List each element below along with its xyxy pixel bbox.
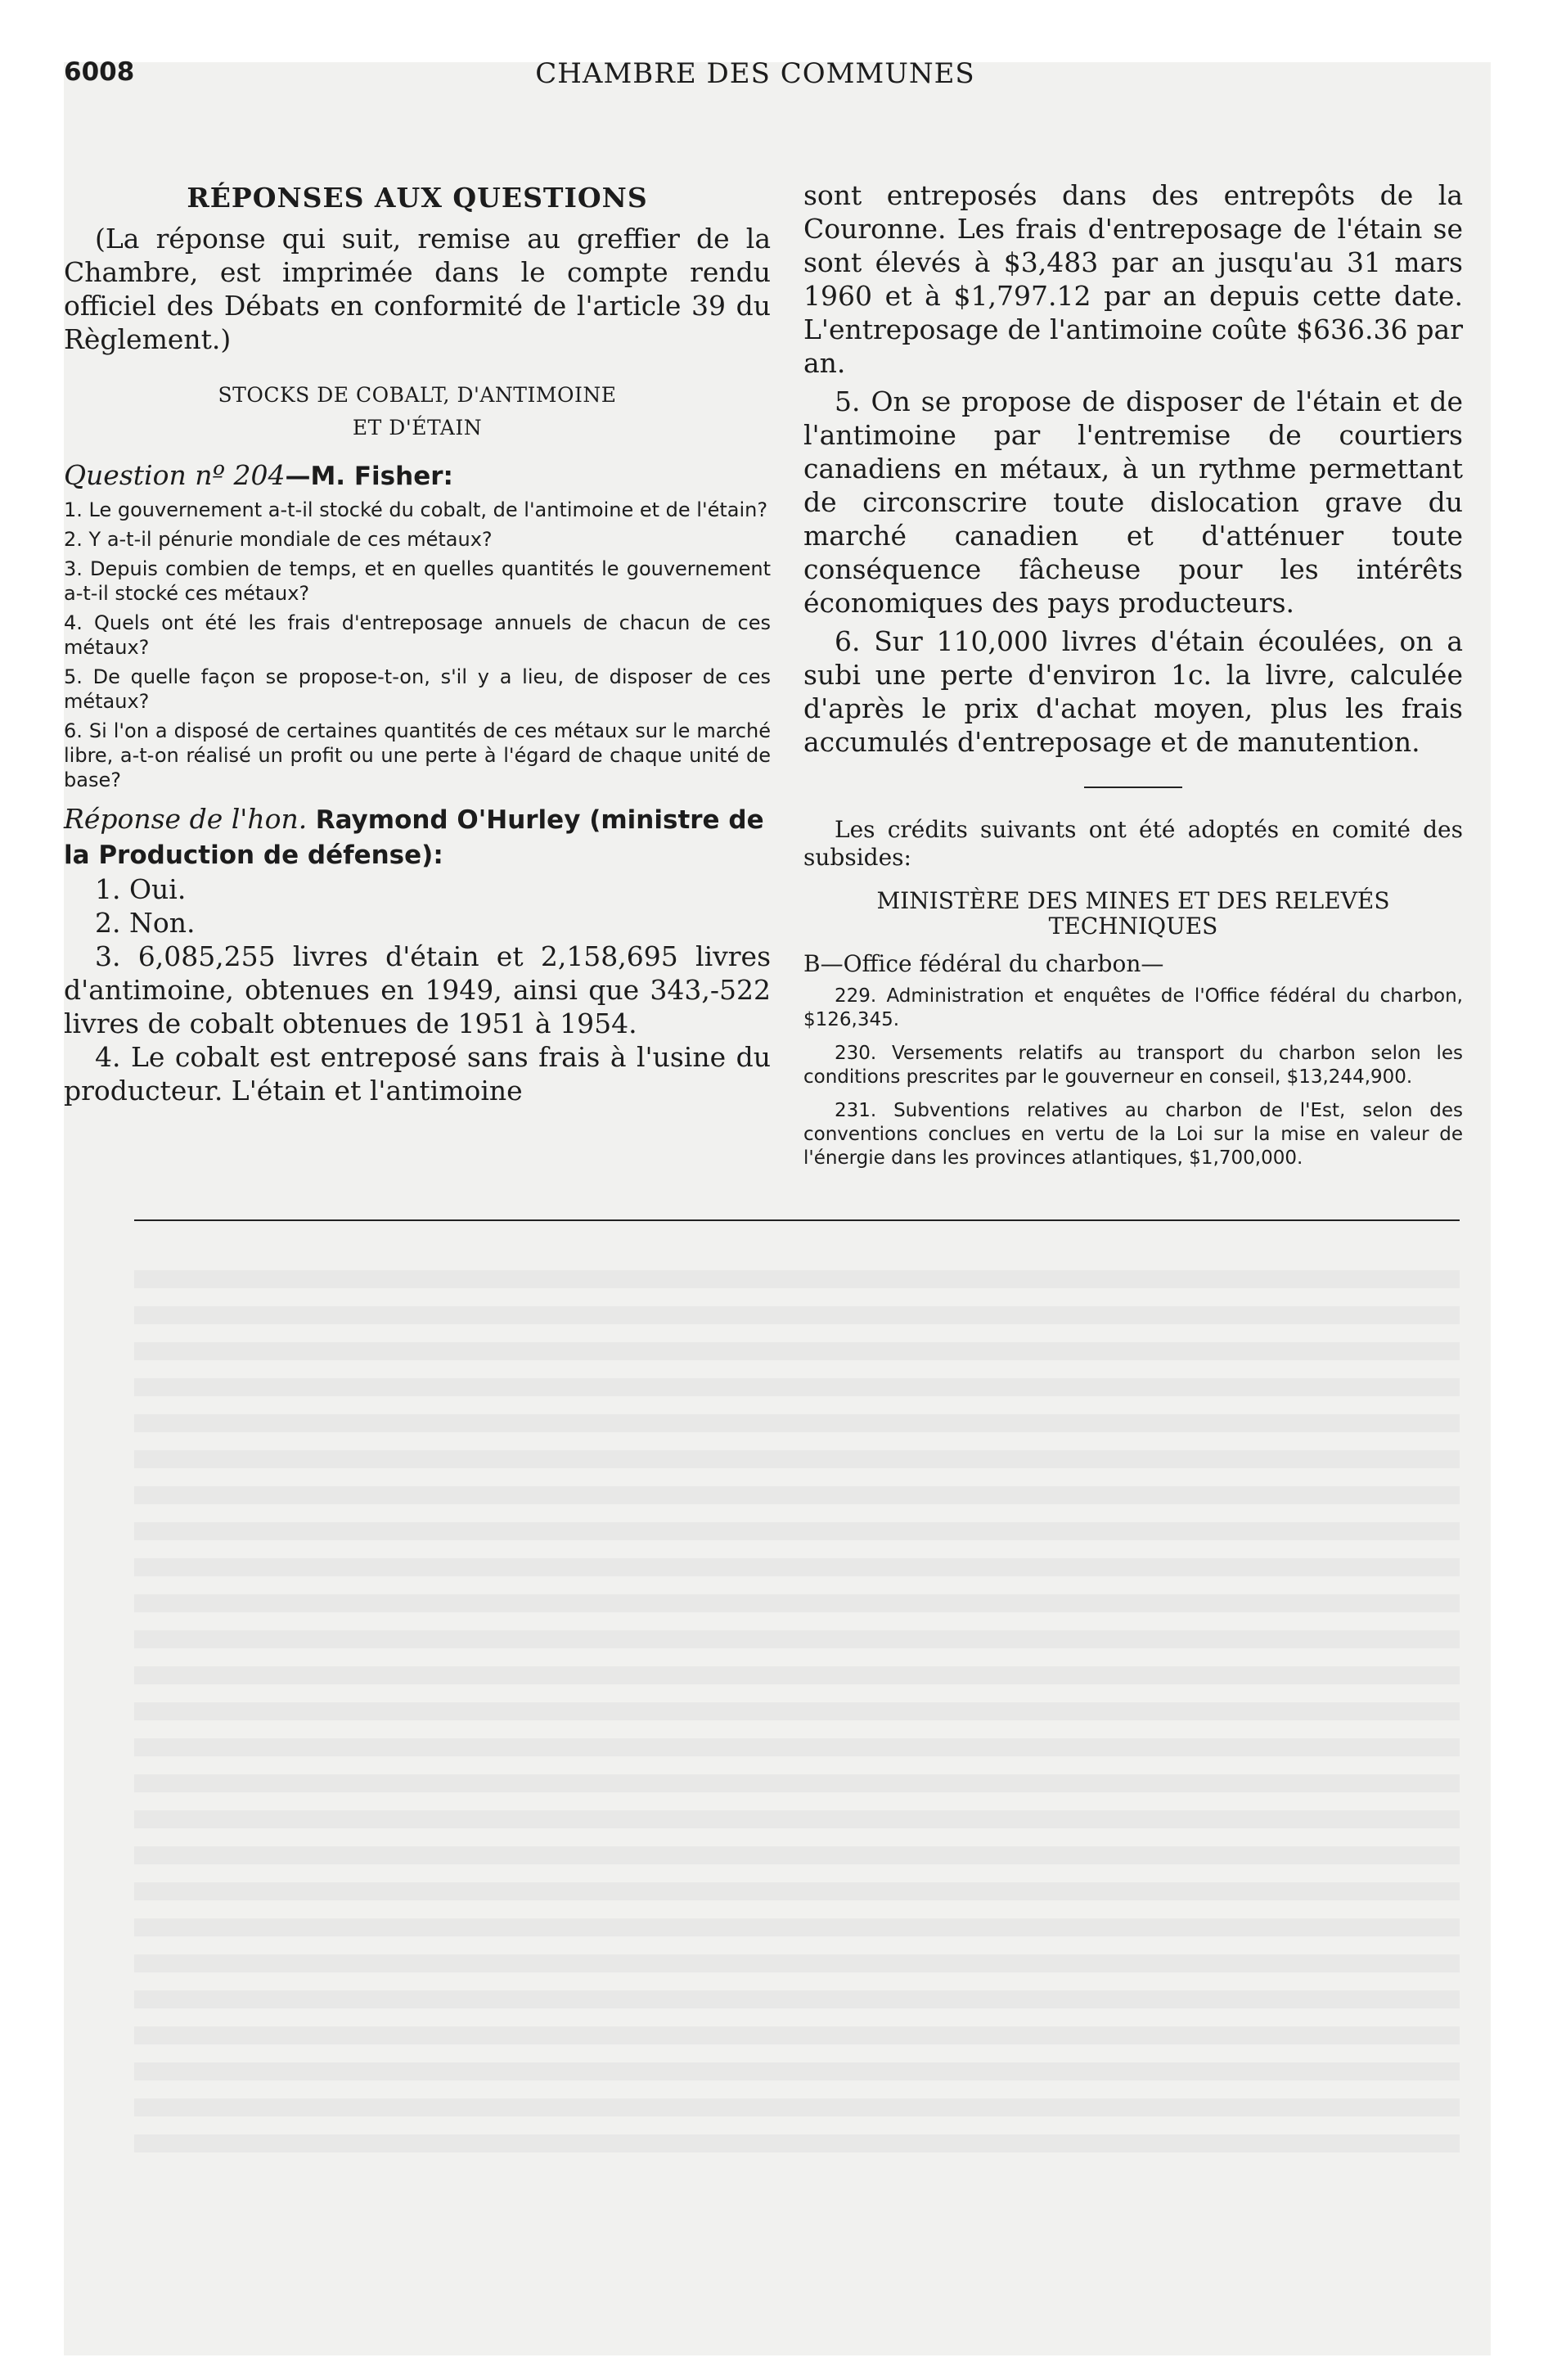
question-item: 3. Depuis combien de temps, et en quelles quantités le gouvernement a-t-il stocké ces métaux? (64, 557, 771, 605)
answer-item: 5. On se propose de disposer de l'étain et de l'antimoine par l'entremise de courtiers canadiens en métaux, à un rythme permettant de circonscrire toute dislocation grave du marché canadien et d'atténuer toute conséquence fâcheuse pour les intérêts économiques des pays producteurs. (803, 385, 1463, 619)
question-item: 1. Le gouvernement a-t-il stocké du cobalt, de l'antimoine et de l'étain? (64, 498, 768, 521)
vote-item: 231. Subventions relatives au charbon de l'Est, selon des conventions conclues en vertu de la Loi sur la mise en valeur de l'énergie dans les provinces atlantiques, $1,700,000. (803, 1100, 1463, 1169)
office-heading: B—Office fédéral du charbon— (803, 950, 1164, 977)
question-item: 5. De quelle façon se propose-t-on, s'il y a lieu, de disposer de ces métaux? (64, 665, 771, 713)
answer-author: Raymond O'Hurley (ministre de la Production de défense): (64, 805, 764, 870)
bottom-rule (134, 1219, 1460, 1221)
answer-item: 6. Sur 110,000 livres d'étain écoulées, on a subi une perte d'environ 1c. la livre, calculée d'après le prix d'achat moyen, plus les frais accumulés d'entreposage et de manutention. (803, 625, 1463, 758)
subject-line: STOCKS DE COBALT, D'ANTIMOINE (218, 383, 617, 407)
answer-item: 2. Non. (95, 907, 196, 939)
subject-line: ET D'ÉTAIN (352, 416, 483, 439)
credits-intro: Les crédits suivants ont été adoptés en comité des subsides: (803, 816, 1463, 871)
question-label: Question nº 204 (64, 459, 286, 491)
answer-heading (64, 802, 771, 872)
vote-item: 229. Administration et enquêtes de l'Office fédéral du charbon, $126,345. (803, 985, 1463, 1030)
answer-item: 4. Le cobalt est entreposé sans frais à l'usine du producteur. L'étain et l'antimoine (64, 1041, 771, 1107)
section-title: RÉPONSES AUX QUESTIONS (187, 182, 648, 214)
section-divider (1084, 787, 1182, 788)
question-item: 2. Y a-t-il pénurie mondiale de ces métaux? (64, 528, 493, 551)
answer-item: 3. 6,085,255 livres d'étain et 2,158,695 livres d'antimoine, obtenues en 1949, ainsi que 343,-522 livres de cobalt obtenues de 1951 à 1954. (64, 940, 771, 1039)
vote-item: 230. Versements relatifs au transport du charbon selon les conditions prescrites par le gouverneur en conseil, $13,244,900. (803, 1043, 1463, 1088)
running-title: CHAMBRE DES COMMUNES (535, 57, 975, 90)
question-author: —M. Fisher: (285, 462, 453, 491)
intro-paragraph: (La réponse qui suit, remise au greffier de la Chambre, est imprimée dans le compte rendu officiel des Débats en conformité de l'article 39 du Règlement.) (64, 223, 771, 355)
right-column (803, 178, 1463, 1180)
bleed-through-area (134, 1252, 1460, 2152)
answer-label: Réponse de l'hon. (64, 803, 308, 835)
question-item: 6. Si l'on a disposé de certaines quantités de ces métaux sur le marché libre, a-t-on réalisé un profit ou une perte à l'égard de chaque unité de base? (64, 719, 771, 791)
left-column (64, 178, 771, 1107)
question-item: 4. Quels ont été les frais d'entreposage annuels de chacun de ces métaux? (64, 611, 771, 659)
answer-continuation: sont entreposés dans des entrepôts de la Couronne. Les frais d'entreposage de l'étain se sont élevés à $3,483 par an jusqu'au 31 mars 1960 et à $1,797.12 par an depuis cette date. L'entreposage de l'antimoine coûte $636.36 par an. (803, 179, 1463, 379)
question-heading (64, 459, 771, 491)
subject-heading (64, 379, 771, 444)
answer-item: 1. Oui. (95, 873, 187, 905)
page-number: 6008 (64, 57, 135, 87)
ministry-heading: MINISTÈRE DES MINES ET DES RELEVÉS TECHNIQUES (876, 887, 1390, 940)
page-header (64, 57, 1447, 106)
